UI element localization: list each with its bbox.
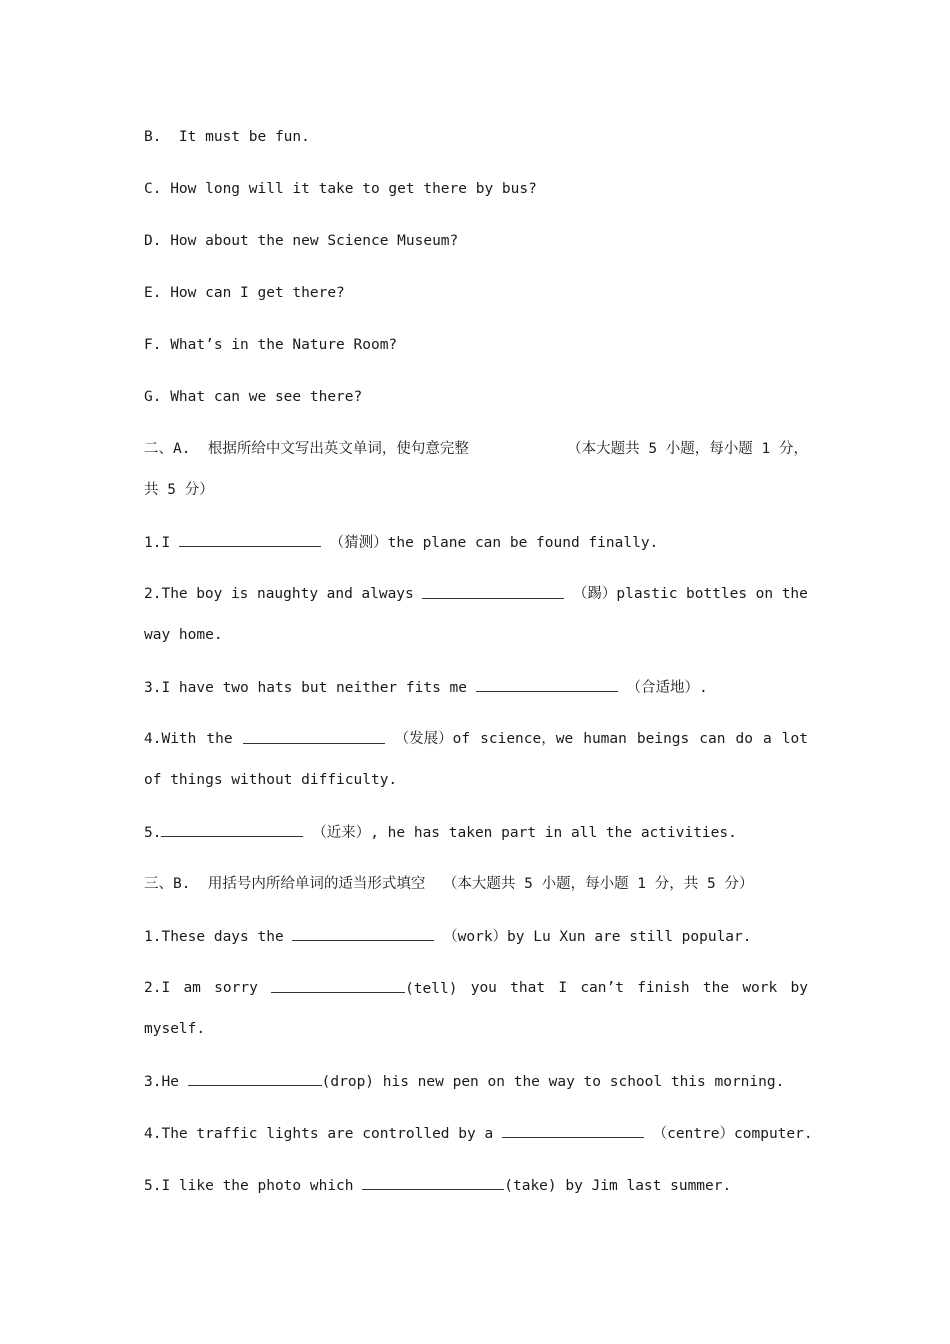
answer-blank-a4[interactable] [243,729,385,744]
word: lot [781,731,808,747]
answer-blank-a1[interactable] [179,532,321,547]
option-c: C. How long will it take to get there by bus? [144,181,537,197]
word: the [206,731,233,747]
word: naughty [256,586,319,602]
question-a3-text: 3.I have two hats but neither fits me [144,680,476,696]
question-a2 [144,584,808,604]
word: the [781,586,808,602]
word: always [361,586,414,602]
question-b4-text: 4.The traffic lights are controlled by a [144,1126,502,1142]
question-b2-cont: myself. [144,1021,206,1037]
question-b4-hint: （centre）computer. [643,1126,813,1142]
question-b1-text: 1.These days the [144,929,293,945]
word: that [510,980,546,996]
word: boy [196,586,223,602]
word: I [558,980,568,996]
question-b5-text: 5.I like the photo which [144,1178,363,1194]
word: sorry [214,980,258,996]
question-a4-cont: of things without difficulty. [144,772,398,788]
question-a1 [144,532,658,553]
word: (tell) [405,981,458,997]
word: 2.The [144,586,188,602]
word: by [790,980,808,996]
word: 2.I [144,980,171,996]
word: can [699,731,726,747]
question-b2 [144,978,808,999]
word: （发展）of [394,731,471,747]
word: do [735,731,753,747]
question-b4 [144,1123,813,1144]
question-a1-text: 1.I [144,535,179,551]
question-a3 [144,677,708,698]
question-b5-hint: (take) by Jim last summer. [504,1178,732,1194]
word: is [230,586,249,602]
section-b-heading: 三、B. 用括号内所给单词的适当形式填空 （本大题共 5 小题，每小题 1 分，共 5 分） [144,876,754,892]
word: bottles [686,586,748,602]
word: human [583,731,627,747]
answer-blank-a2[interactable] [422,584,564,599]
word: on [755,586,774,602]
question-b3 [144,1071,784,1092]
word: a [763,731,772,747]
answer-blank-b2[interactable] [271,978,405,993]
question-b1-hint: （work）by Lu Xun are still popular. [434,929,752,945]
word: can’t [580,980,624,996]
question-a2-cont: way home. [144,627,223,643]
question-b3-text: 3.He [144,1074,188,1090]
section-a-score-cont: 共 5 分） [144,482,214,498]
question-a4 [144,729,808,749]
option-f: F. What’s in the Nature Room? [144,337,398,353]
section-a-score: （本大题共 5 小题，每小题 1 分， [567,441,808,457]
answer-blank-b5[interactable] [362,1175,504,1190]
answer-blank-b3[interactable] [188,1071,322,1086]
word: the [702,980,730,996]
word: 4.With [144,731,197,747]
question-a3-hint: （合适地）. [617,680,708,696]
word: beings [636,731,690,747]
section-a-heading [144,439,808,459]
answer-blank-a5[interactable] [161,822,303,837]
word: （踢）plastic [572,586,678,602]
question-b3-hint: (drop) his new pen on the way to school this morning. [321,1074,785,1090]
question-b1 [144,926,752,947]
word: am [183,980,201,996]
blank-with-hint [271,978,457,999]
answer-blank-b1[interactable] [292,926,434,941]
answer-blank-a3[interactable] [476,677,618,692]
question-a1-hint: （猜测）the plane can be found finally. [320,535,659,551]
option-d: D. How about the new Science Museum? [144,233,459,249]
answer-blank-b4[interactable] [502,1123,644,1138]
word: finish [637,980,690,996]
option-b: B. It must be fun. [144,129,310,145]
question-a5-text: 5. [144,825,162,841]
word: you [470,980,497,996]
word: work [742,980,778,996]
word: and [326,586,353,602]
question-a5-hint: （近来）, he has taken part in all the activities. [303,825,737,841]
section-a-title: 二、A. 根据所给中文写出英文单词，使句意完整 [144,441,469,457]
option-e: E. How can I get there? [144,285,345,301]
question-b5 [144,1175,731,1196]
word: science，we [480,731,574,747]
question-a5 [144,822,737,843]
option-g: G. What can we see there? [144,389,363,405]
